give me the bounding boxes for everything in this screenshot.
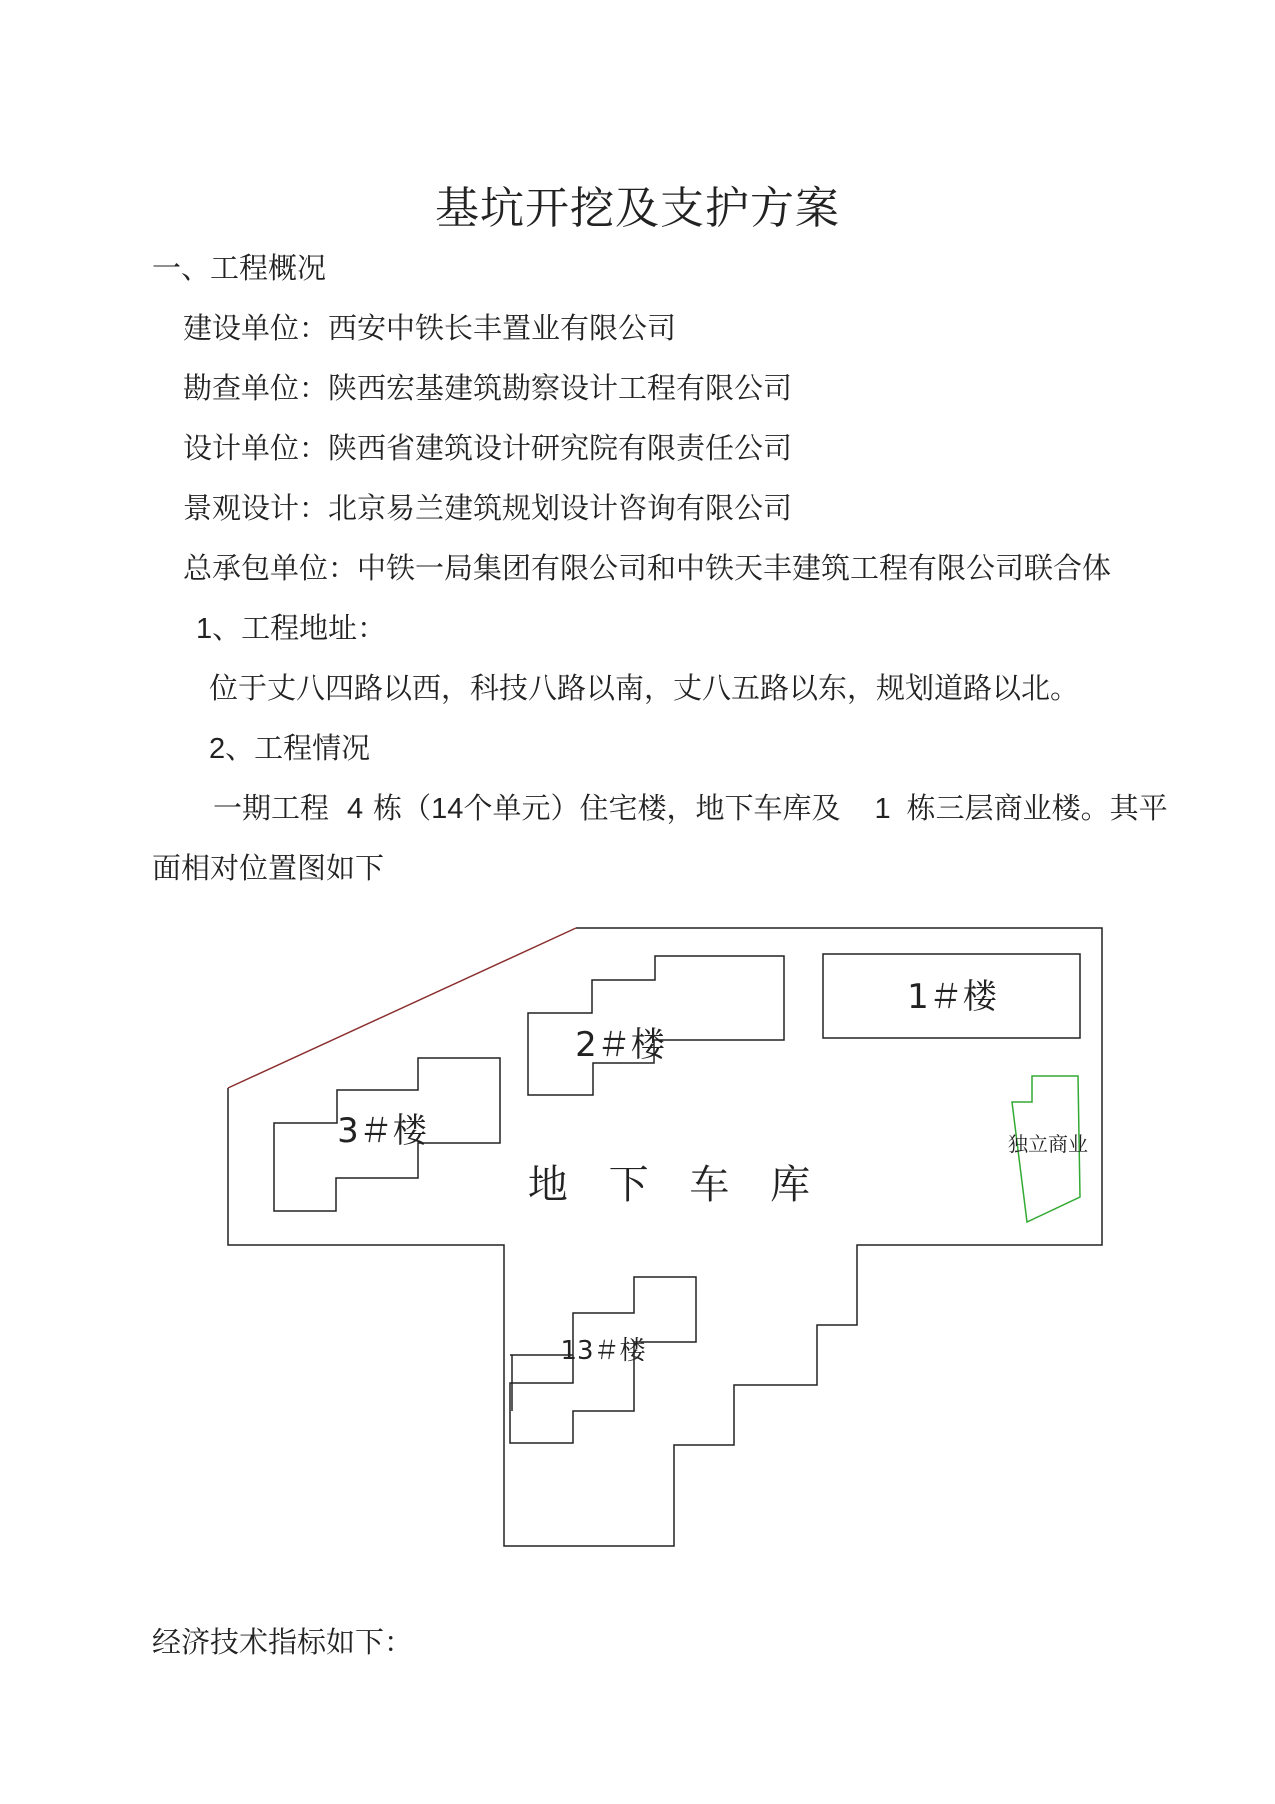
text-run: 栋三层商业楼。其平 bbox=[906, 791, 1168, 825]
unit-label: 建设单位： bbox=[183, 311, 329, 345]
unit-label: 设计单位： bbox=[183, 431, 329, 465]
address-text: 位于丈八四路以西，科技八路以南，丈八五路以东，规划道路以北。 bbox=[209, 671, 1080, 705]
subheading-number: 1 bbox=[196, 613, 213, 645]
number-run: 14 bbox=[431, 793, 464, 825]
page-title: 基坑开挖及支护方案 bbox=[435, 183, 840, 234]
building-2-label: 2＃楼 bbox=[575, 1025, 665, 1065]
site-boundary-diagonal bbox=[228, 928, 576, 1088]
indicators-heading: 经济技术指标如下： bbox=[152, 1625, 414, 1659]
situation-line-2: 面相对位置图如下 bbox=[152, 851, 385, 885]
unit-label: 景观设计： bbox=[183, 491, 329, 525]
section-heading: 一、工程概况 bbox=[152, 251, 327, 285]
garage-label: 地 下 车 库 bbox=[527, 1162, 825, 1208]
subheading-number: 2 bbox=[209, 733, 226, 765]
unit-value: 中铁一局集团有限公司和中铁天丰建筑工程有限公司联合体 bbox=[357, 551, 1112, 585]
unit-value: 陕西省建筑设计研究院有限责任公司 bbox=[328, 431, 793, 465]
unit-value: 陕西宏基建筑勘察设计工程有限公司 bbox=[328, 371, 793, 405]
text-run: 一期工程 bbox=[213, 791, 330, 825]
unit-label: 勘查单位： bbox=[183, 371, 329, 405]
site-boundary bbox=[228, 928, 1102, 1546]
building-13-label: 13＃楼 bbox=[560, 1336, 646, 1366]
unit-value: 西安中铁长丰置业有限公司 bbox=[328, 311, 677, 345]
number-run: 1 bbox=[874, 793, 891, 825]
subheading-text: 、工程地址： bbox=[212, 611, 387, 645]
building-3-label: 3＃楼 bbox=[337, 1111, 427, 1151]
unit-value: 北京易兰建筑规划设计咨询有限公司 bbox=[328, 491, 793, 525]
building-1-label: 1＃楼 bbox=[907, 977, 997, 1017]
commercial-label: 独立商业 bbox=[1008, 1132, 1088, 1156]
subheading-text: 、工程情况 bbox=[225, 731, 371, 765]
unit-label: 总承包单位： bbox=[183, 551, 358, 585]
text-run: 栋（ bbox=[373, 791, 432, 825]
number-run: 4 bbox=[347, 793, 364, 825]
text-run: 个单元）住宅楼，地下车库及 bbox=[463, 791, 841, 825]
